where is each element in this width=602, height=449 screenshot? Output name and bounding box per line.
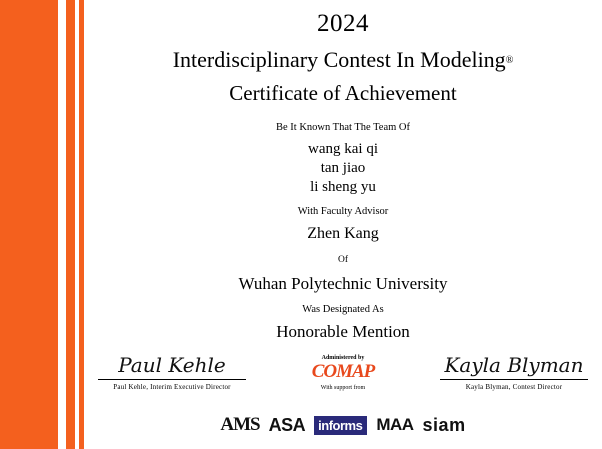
award-name: Honorable Mention bbox=[276, 322, 410, 342]
institution-name: Wuhan Polytechnic University bbox=[238, 274, 448, 294]
signature-block-right bbox=[434, 352, 594, 391]
comap-logo: COMAP bbox=[311, 361, 375, 382]
signature-name-right: Kayla Blyman, Contest Director bbox=[465, 383, 563, 391]
registered-mark: ® bbox=[505, 55, 514, 66]
signature-script-left: Paul Kehle bbox=[118, 353, 226, 377]
left-orange-bar-thin bbox=[79, 0, 84, 449]
signature-rule-left bbox=[98, 379, 246, 380]
signature-rule-right bbox=[440, 379, 588, 380]
ams-logo: AMS bbox=[220, 414, 260, 435]
informs-logo: informs bbox=[314, 416, 367, 435]
team-member: li sheng yu bbox=[310, 178, 376, 195]
comap-logo-block bbox=[283, 355, 403, 391]
of-label: Of bbox=[337, 255, 349, 266]
signature-script-right: Kayla Blyman bbox=[444, 353, 584, 377]
sponsor-logos bbox=[92, 414, 594, 436]
contest-title-text: Interdisciplinary Contest In Modeling bbox=[172, 47, 506, 72]
contest-title bbox=[92, 47, 594, 73]
team-member: tan jiao bbox=[320, 159, 366, 176]
signature-name-left: Paul Kehle, Interim Executive Director bbox=[113, 383, 231, 391]
with-support-label: With support from bbox=[320, 385, 366, 391]
administered-by-label: Administered by bbox=[321, 355, 365, 361]
team-member: wang kai qi bbox=[308, 141, 378, 157]
advisor-label: With Faculty Advisor bbox=[297, 206, 389, 218]
left-orange-bar-wide bbox=[0, 0, 58, 449]
designation-label: Was Designated As bbox=[302, 304, 384, 316]
signature-block-left bbox=[92, 352, 252, 391]
contest-year: 2024 bbox=[317, 10, 369, 37]
asa-logo: ASA bbox=[268, 414, 306, 435]
certificate-heading: Certificate of Achievement bbox=[229, 81, 457, 105]
team-label: Be It Known That The Team Of bbox=[276, 122, 410, 133]
left-orange-bar-medium bbox=[66, 0, 75, 449]
siam-logo: siam bbox=[422, 414, 466, 435]
signature-row bbox=[92, 352, 594, 391]
team-members bbox=[92, 140, 594, 196]
advisor-name: Zhen Kang bbox=[307, 225, 379, 243]
maa-logo: MAA bbox=[376, 415, 414, 434]
